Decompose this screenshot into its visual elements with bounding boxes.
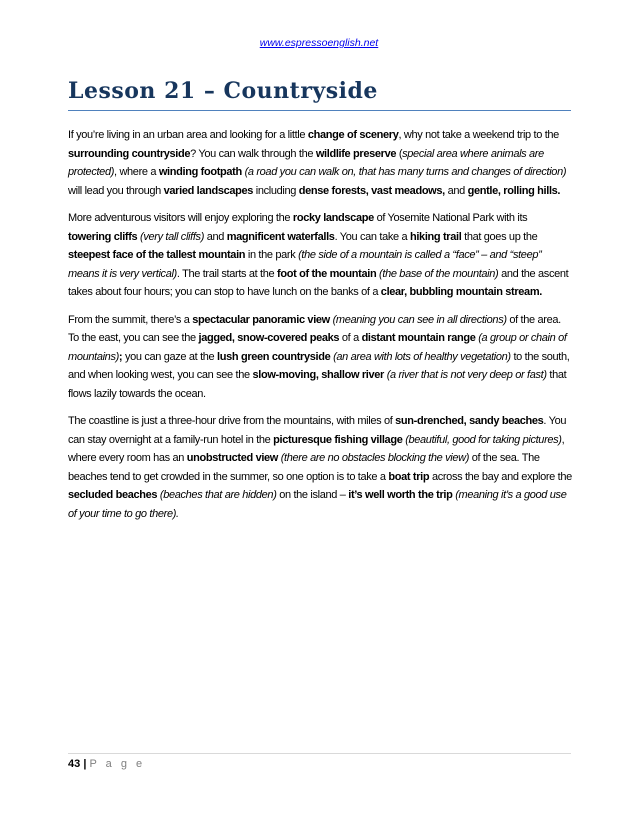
page-title: Lesson 21 – Countryside: [68, 78, 378, 104]
key-term: picturesque fishing village: [273, 433, 403, 446]
key-term: sun-drenched, sandy beaches: [395, 415, 544, 427]
body-text: across the bay and explore the: [429, 470, 572, 483]
key-term: foot of the mountain: [277, 267, 377, 280]
body-text: of the sea. The beaches tend to get crowded in the summer, so one option is to take a: [68, 452, 540, 483]
definition-text: (the side of a mountain is called a “face” – and “steep” means it is very vertical): [68, 249, 542, 280]
body-text: that flows lazily towards the ocean.: [68, 369, 567, 400]
definition-text: (there are no obstacles blocking the view): [280, 452, 470, 464]
key-term: towering cliffs: [68, 230, 138, 243]
footer-separator: |: [83, 758, 87, 770]
body-text: and: [444, 184, 468, 197]
page-footer: [68, 758, 145, 770]
definition-text: (a group or chain of mountains): [68, 332, 567, 363]
key-term: change of scenery: [307, 129, 399, 141]
body-text: including: [253, 184, 299, 197]
key-term: lush green countryside: [217, 350, 331, 363]
definition-text: (the base of the mountain): [379, 267, 499, 280]
key-term: hiking trail: [409, 230, 462, 243]
footer-divider: [68, 753, 571, 754]
header-url-link[interactable]: www.espressoenglish.net: [259, 37, 379, 49]
key-term: clear, bubbling mountain stream.: [380, 286, 542, 298]
definition-text: (a river that is not very deep or fast): [386, 369, 547, 381]
key-term: distant mountain range: [361, 332, 476, 344]
body-text: that goes up the: [461, 230, 538, 243]
key-term: unobstructed view: [186, 452, 279, 464]
definition-text: (a road you can walk on, that has many turns and changes of direction): [244, 166, 567, 178]
lesson-body: [68, 126, 572, 532]
body-text: , where a: [114, 166, 159, 178]
key-term: slow-moving, shallow river: [252, 369, 384, 381]
key-term: it’s well worth the trip: [348, 489, 453, 501]
body-text: and the ascent takes about four hours; you can stop to have lunch on the banks of a: [68, 267, 569, 298]
body-text: , where every room has an: [68, 433, 565, 464]
key-term: jagged, snow-covered peaks: [198, 332, 340, 344]
key-term: wildlife preserve: [315, 147, 397, 160]
key-term: spectacular panoramic view: [192, 313, 330, 326]
key-term: surrounding countryside: [68, 147, 191, 160]
key-term: secluded beaches: [68, 489, 158, 501]
body-text: The coastline is just a three-hour drive from the mountains, with miles of: [68, 415, 396, 427]
key-term: boat trip: [388, 470, 430, 483]
body-text: . You can stay overnight at a family-run hotel in the: [68, 415, 567, 446]
definition-text: special area where animals are protected): [68, 147, 544, 178]
definition-text: (meaning you can see in all directions): [332, 313, 507, 326]
title-underline-divider: [68, 110, 571, 111]
key-term: winding footpath: [158, 166, 242, 178]
body-text: of a: [339, 332, 362, 344]
body-text: in the park: [245, 249, 299, 261]
definition-text: (beaches that are hidden): [159, 489, 277, 501]
body-text: . The trail starts at the: [176, 267, 278, 280]
paragraph: [68, 209, 572, 302]
body-text: ? You can walk through the: [190, 147, 316, 160]
key-term: magnificent waterfalls: [226, 230, 335, 243]
body-text: and: [204, 230, 227, 243]
key-term: ;: [118, 350, 123, 363]
paragraph: [68, 311, 572, 404]
body-text: , why not take a weekend trip to the: [398, 129, 559, 141]
body-text: From the summit, there’s a: [68, 313, 193, 326]
body-text: you can gaze at the: [122, 350, 218, 363]
page-number: 43: [68, 758, 81, 770]
definition-text: (meaning it’s a good use of your time to go there).: [68, 489, 567, 520]
definition-text: (beautiful, good for taking pictures): [405, 433, 562, 446]
body-text: of the area. To the east, you can see the: [68, 313, 561, 344]
body-text: If you’re living in an urban area and looking for a little: [68, 129, 308, 141]
definition-text: (an area with lots of healthy vegetation): [333, 350, 511, 363]
paragraph: [68, 126, 572, 200]
page-label: P a g e: [89, 758, 146, 770]
paragraph: [68, 412, 572, 523]
body-text: of Yosemite National Park with its: [373, 212, 528, 224]
key-term: dense forests, vast meadows,: [298, 184, 445, 197]
body-text: will lead you through: [68, 184, 164, 197]
body-text: to the south, and when looking west, you can see the: [68, 350, 570, 381]
body-text: . You can take a: [334, 230, 410, 243]
key-term: steepest face of the tallest mountain: [68, 249, 246, 261]
key-term: varied landscapes: [163, 184, 254, 197]
body-text: (: [396, 147, 403, 160]
definition-text: (very tall cliffs): [140, 230, 205, 243]
body-text: More adventurous visitors will enjoy exploring the: [68, 212, 293, 224]
key-term: gentle, rolling hills.: [467, 184, 561, 197]
key-term: rocky landscape: [292, 212, 374, 224]
body-text: on the island –: [276, 489, 349, 501]
